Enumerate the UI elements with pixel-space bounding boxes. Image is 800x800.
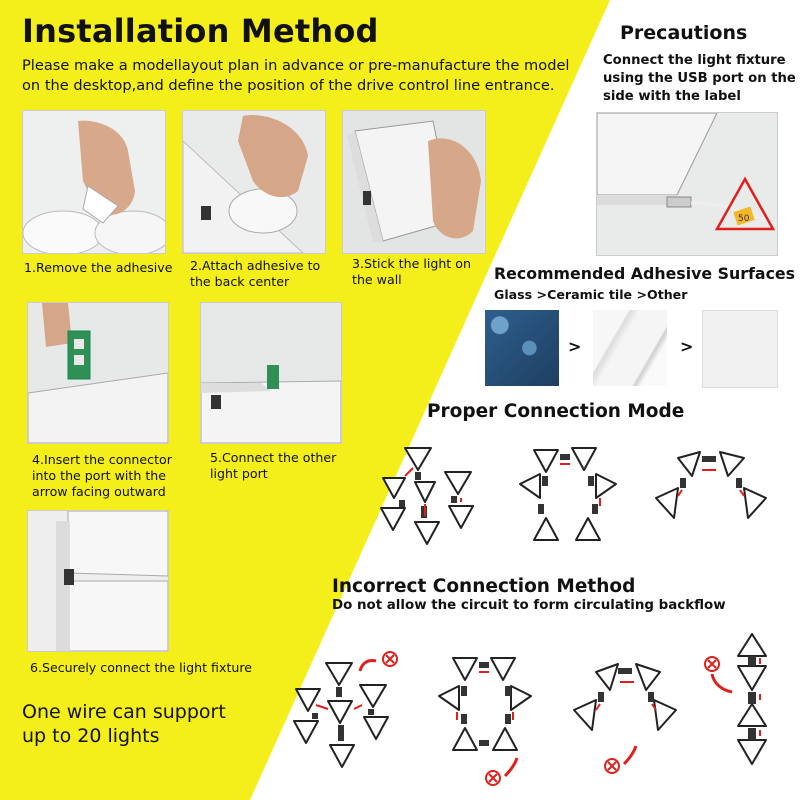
step-6-caption: 6.Securely connect the light fixture [30,660,253,675]
gt-sign-1: > [568,337,582,356]
intro-text: Please make a modellayout plan in advance or pre-manufacture the model on the desktop,and define the position of the drive control line entrance. [22,57,570,94]
curved-arrow-icon [505,758,517,776]
curved-arrow-icon [712,674,732,692]
other-surface-swatch [702,310,778,388]
adhesive-title: Recommended Adhesive Surfaces [494,264,796,283]
hand-press-photo [182,110,326,254]
usb-cable-photo [596,112,778,256]
curved-arrow-icon [624,746,636,764]
port-photo [200,302,342,444]
incorrect-diagram-arch [570,660,680,780]
wire-capacity-line-2: up to 20 lights [22,725,160,747]
ceramic-swatch [593,310,667,386]
label-sticker-text: 50 [738,214,750,224]
wire-capacity-line-1: One wire can support [22,701,226,723]
hand-peel-photo [22,110,166,254]
incorrect-diagram-cluster [290,645,410,780]
step-3-caption: 3.Stick the light on the wall [352,256,471,287]
precautions-text: Connect the light fixture using the USB port on the side with the label [603,53,796,104]
wall-mount-photo [342,110,486,254]
precautions-title: Precautions [620,22,748,44]
proper-connection-title: Proper Connection Mode [427,401,685,422]
proper-diagram-hexagon [512,440,624,550]
curved-arrow-icon [360,660,376,671]
step-2-caption: 2.Attach adhesive to the back center [190,258,321,289]
incorrect-connection-subtitle: Do not allow the circuit to form circulating backflow [332,598,726,613]
incorrect-diagram-chain [700,630,780,780]
proper-diagram-cluster [375,438,485,550]
step-5-caption: 5.Connect the other light port [210,450,337,481]
proper-diagram-arch [652,448,770,532]
connector-photo [27,302,169,444]
joined-panels-photo [27,510,169,652]
step-4-caption: 4.Insert the connector into the port with the arrow facing outward [32,452,172,499]
adhesive-subtitle: Glass >Ceramic tile >Other [494,287,688,302]
page-title: Installation Method [22,12,379,50]
wire-capacity-text [22,700,226,748]
incorrect-connection-title: Incorrect Connection Method [332,576,636,597]
gt-sign-2: > [680,337,694,356]
incorrect-diagram-hexagon [435,650,535,790]
step-1-caption: 1.Remove the adhesive [24,260,173,275]
glass-swatch [485,310,559,386]
